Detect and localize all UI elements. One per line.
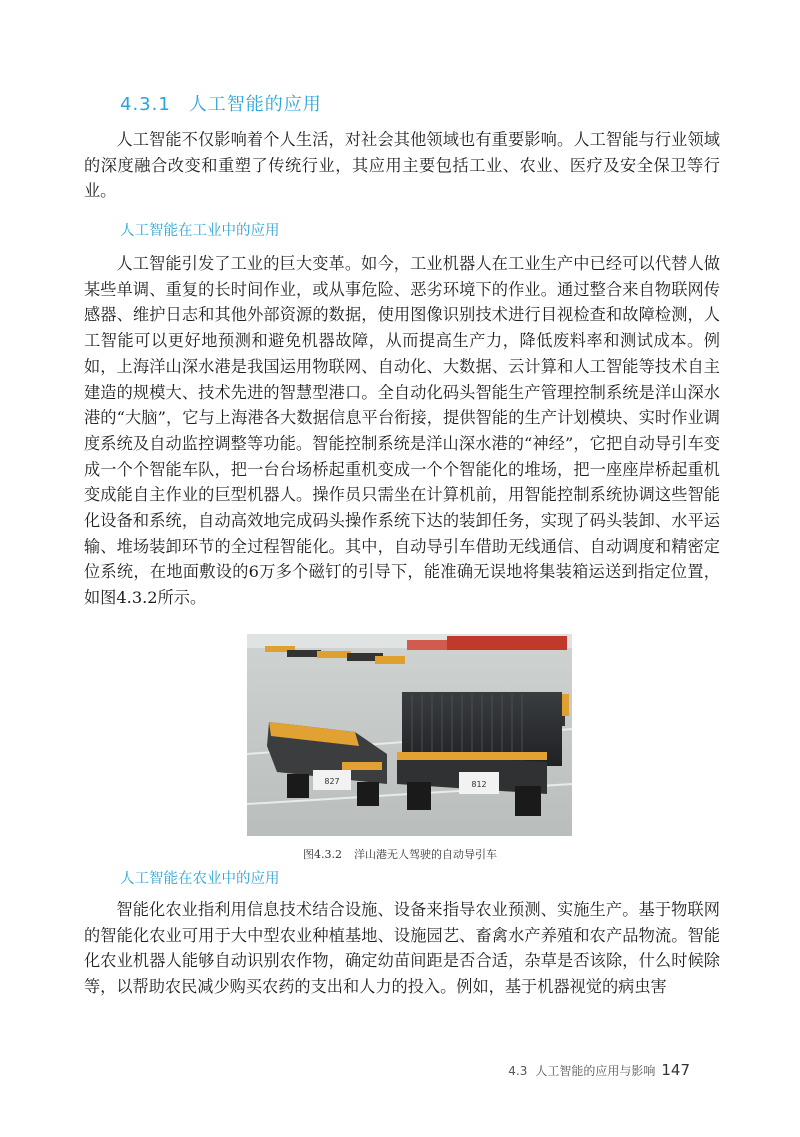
figure-number: 图4.3.2 bbox=[303, 848, 342, 861]
industry-heading: 人工智能在工业中的应用 bbox=[120, 223, 280, 239]
agv-photo-illustration bbox=[247, 634, 572, 836]
industry-paragraph: 人工智能引发了工业的巨大变革。如今，工业机器人在工业生产中已经可以代替人做某些单调、重复的长时间作业，或从事危险、恶劣环境下的作业。通过整合来自物联网传感器、维护日志和其他外部资源的数据，使用图像识别技术进行目视检查和故障检测，人工智能可以更好地预测和避免机器故障，从而提高生产力，降低废料率和测试成本。例如，上海洋山深水港是我国运用物联网、自动化、大数据、云计算和人工智能等技术自主建造的规模大、技术先进的智慧型港口。全自动化码头智能生产管理控制系统是洋山深水港的“大脑”，它与上海港各大数据信息平台衔接，提供智能的生产计划模块、实时作业调度系统及自动监控调整等功能。智能控制系统是洋山深水港的“神经”，它把自动导引车变成一个个智能车队，把一台台场桥起重机变成一个个智能化的堆场，把一座座岸桥起重机变成能自主作业的巨型机器人。操作员只需坐在计算机前，用智能控制系统协调这些智能化设备和系统，自动高效地完成码头操作系统下达的装卸任务，实现了码头装卸、水平运输、堆场装卸环节的全过程智能化。其中，自动导引车借助无线通信、自动调度和精密定位系统，在地面敷设的6万多个磁钉的引导下，能准确无误地将集装箱运送到指定位置，如图4.3.2所示。 bbox=[84, 254, 720, 608]
agv-left-number: 827 bbox=[324, 777, 340, 786]
section-number: 4.3.1 bbox=[120, 94, 171, 115]
figure-caption-text: 洋山港无人驾驶的自动导引车 bbox=[354, 848, 497, 861]
footer-title: 人工智能的应用与影响 bbox=[535, 1064, 656, 1078]
agv-photo bbox=[247, 634, 572, 836]
section-title-text: 人工智能的应用 bbox=[188, 94, 322, 115]
section-title bbox=[120, 90, 322, 116]
agv-right-number: 812 bbox=[471, 780, 487, 789]
page-number: 147 bbox=[661, 1061, 690, 1079]
intro-paragraph: 人工智能不仅影响着个人生活，对社会其他领域也有重要影响。人工智能与行业领域的深度融合改变和重塑了传统行业，其应用主要包括工业、农业、医疗及安全保卫等行业。 bbox=[84, 130, 720, 201]
footer-section: 4.3 bbox=[508, 1064, 528, 1078]
figure-caption bbox=[0, 846, 800, 862]
agriculture-heading: 人工智能在农业中的应用 bbox=[120, 871, 280, 887]
page-footer bbox=[508, 1061, 690, 1079]
agriculture-paragraph: 智能化农业指利用信息技术结合设施、设备来指导农业预测、实施生产。基于物联网的智能化农业可用于大中型农业种植基地、设施园艺、畜禽水产养殖和农产品物流。智能化农业机器人能够自动识别农作物，确定幼苗间距是否合适，杂草是否该除，什么时候除等，以帮助农民减少购买农药的支出和人力的投入。例如，基于机器视觉的病虫害 bbox=[84, 900, 720, 997]
